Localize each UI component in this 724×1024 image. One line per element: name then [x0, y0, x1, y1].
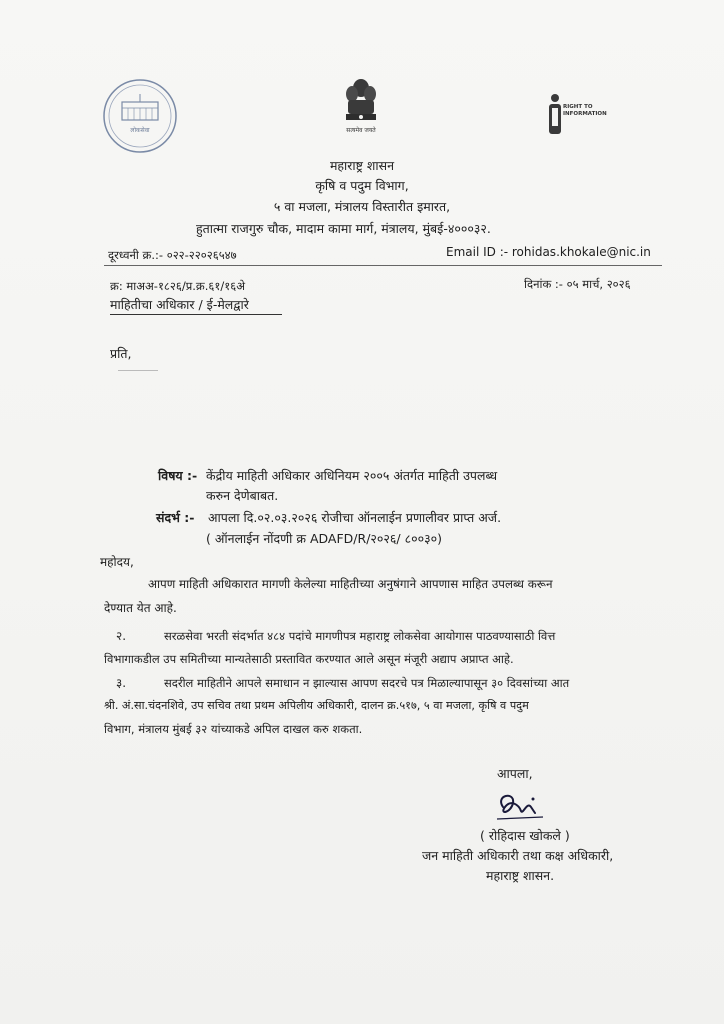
paragraph-2-line-2: विभागाकडील उप समितीच्या मान्यतेसाठी प्रस्तावित करण्यात आले असून मंजूरी अद्याप अप्राप्त आहे.: [104, 652, 514, 666]
rti-line-1: RIGHT TO: [563, 104, 593, 110]
emblem-text: सत्यमेव जयते: [346, 127, 376, 134]
header-divider: [104, 265, 662, 266]
paragraph-2-line-1: सरळसेवा भरती संदर्भात ४८४ पदांचे मागणीपत्र महाराष्ट्र लोकसेवा आयोगास पाठवण्यासाठी वित्त: [164, 629, 556, 643]
mode-underline: [110, 314, 282, 315]
state-emblem-icon: [338, 76, 384, 138]
rti-caption: [563, 104, 607, 118]
reference-line-1: आपला दि.०२.०३.२०२६ रोजीचा ऑनलाईन प्रणालीवर प्राप्त अर्ज.: [208, 510, 502, 525]
header-line-4: हुतात्मा राजगुरु चौक, मादाम कामा मार्ग, मंत्रालय, मुंबई-४०००३२.: [196, 221, 491, 236]
reference-number: क्र: माअअ-१८२६/प्र.क्र.६१/१६अे: [110, 279, 245, 293]
delivery-mode: माहितीचा अधिकार / ई-मेलद्वारे: [110, 297, 249, 312]
redacted-address: [118, 370, 158, 371]
subject-line-1: केंद्रीय माहिती अधिकार अधिनियम २००५ अंतर्गत माहिती उपलब्ध: [206, 468, 498, 483]
header-line-2: कृषि व पदुम विभाग,: [315, 178, 409, 193]
rti-logo-icon: [545, 92, 615, 144]
subject-label: विषय :-: [158, 468, 198, 483]
header-line-3: ५ वा मजला, मंत्रालय विस्तारीत इमारत,: [273, 199, 451, 214]
paragraph-3-number: ३.: [116, 676, 127, 690]
paragraph-1-line-1: आपण माहिती अधिकारात मागणी केलेल्या माहितीच्या अनुषंगाने आपणास माहित उपलब्ध करून: [148, 577, 553, 591]
paragraph-3-line-3: विभाग, मंत्रालय मुंबई ३२ यांच्याकडे अपिल दाखल करु शकता.: [104, 722, 363, 736]
letter-date: दिनांक :- ०५ मार्च, २०२६: [524, 277, 631, 291]
addressee-prati: प्रति,: [110, 346, 132, 361]
paragraph-3-line-1: सदरील माहितीने आपले समाधान न झाल्यास आपण सदरचे पत्र मिळाल्यापासून ३० दिवसांच्या आत: [164, 676, 570, 690]
paragraph-2-number: २.: [116, 629, 127, 643]
reference-label: संदर्भ :-: [156, 510, 195, 525]
subject-line-2: करुन देणेबाबत.: [206, 488, 279, 503]
header-line-1: महाराष्ट्र शासन: [329, 158, 395, 173]
logo-left-text: लोकसेवा: [130, 127, 150, 134]
paragraph-1-line-2: देण्यात येत आहे.: [104, 601, 177, 615]
signatory-name: ( रोहिदास खोकले ): [480, 828, 570, 843]
signatory-organization: महाराष्ट्र शासन.: [486, 868, 555, 883]
paragraph-3-line-2: श्री. अं.सा.चंदनशिवे, उप सचिव तथा प्रथम अपिलीय अधिकारी, दालन क्र.५१७, ५ वा मजला, कृषि व पदुम: [104, 699, 529, 712]
reference-line-2: ( ऑनलाईन नोंदणी क्र ADAFD/R/२०२६/ ८००३०): [206, 531, 442, 546]
rti-line-2: INFORMATION: [563, 111, 607, 117]
signatory-designation: जन माहिती अधिकारी तथा कक्ष अधिकारी,: [422, 848, 614, 863]
lokseva-logo-icon: [100, 76, 180, 156]
phone-number: दूरध्वनी क्र.:- ०२२-२२०२६५४७: [108, 248, 237, 262]
signoff-yours: आपला,: [497, 766, 533, 781]
signature-icon: [485, 785, 555, 825]
salutation: महोदय,: [100, 555, 134, 569]
email-id: Email ID :- rohidas.khokale@nic.in: [446, 245, 651, 259]
